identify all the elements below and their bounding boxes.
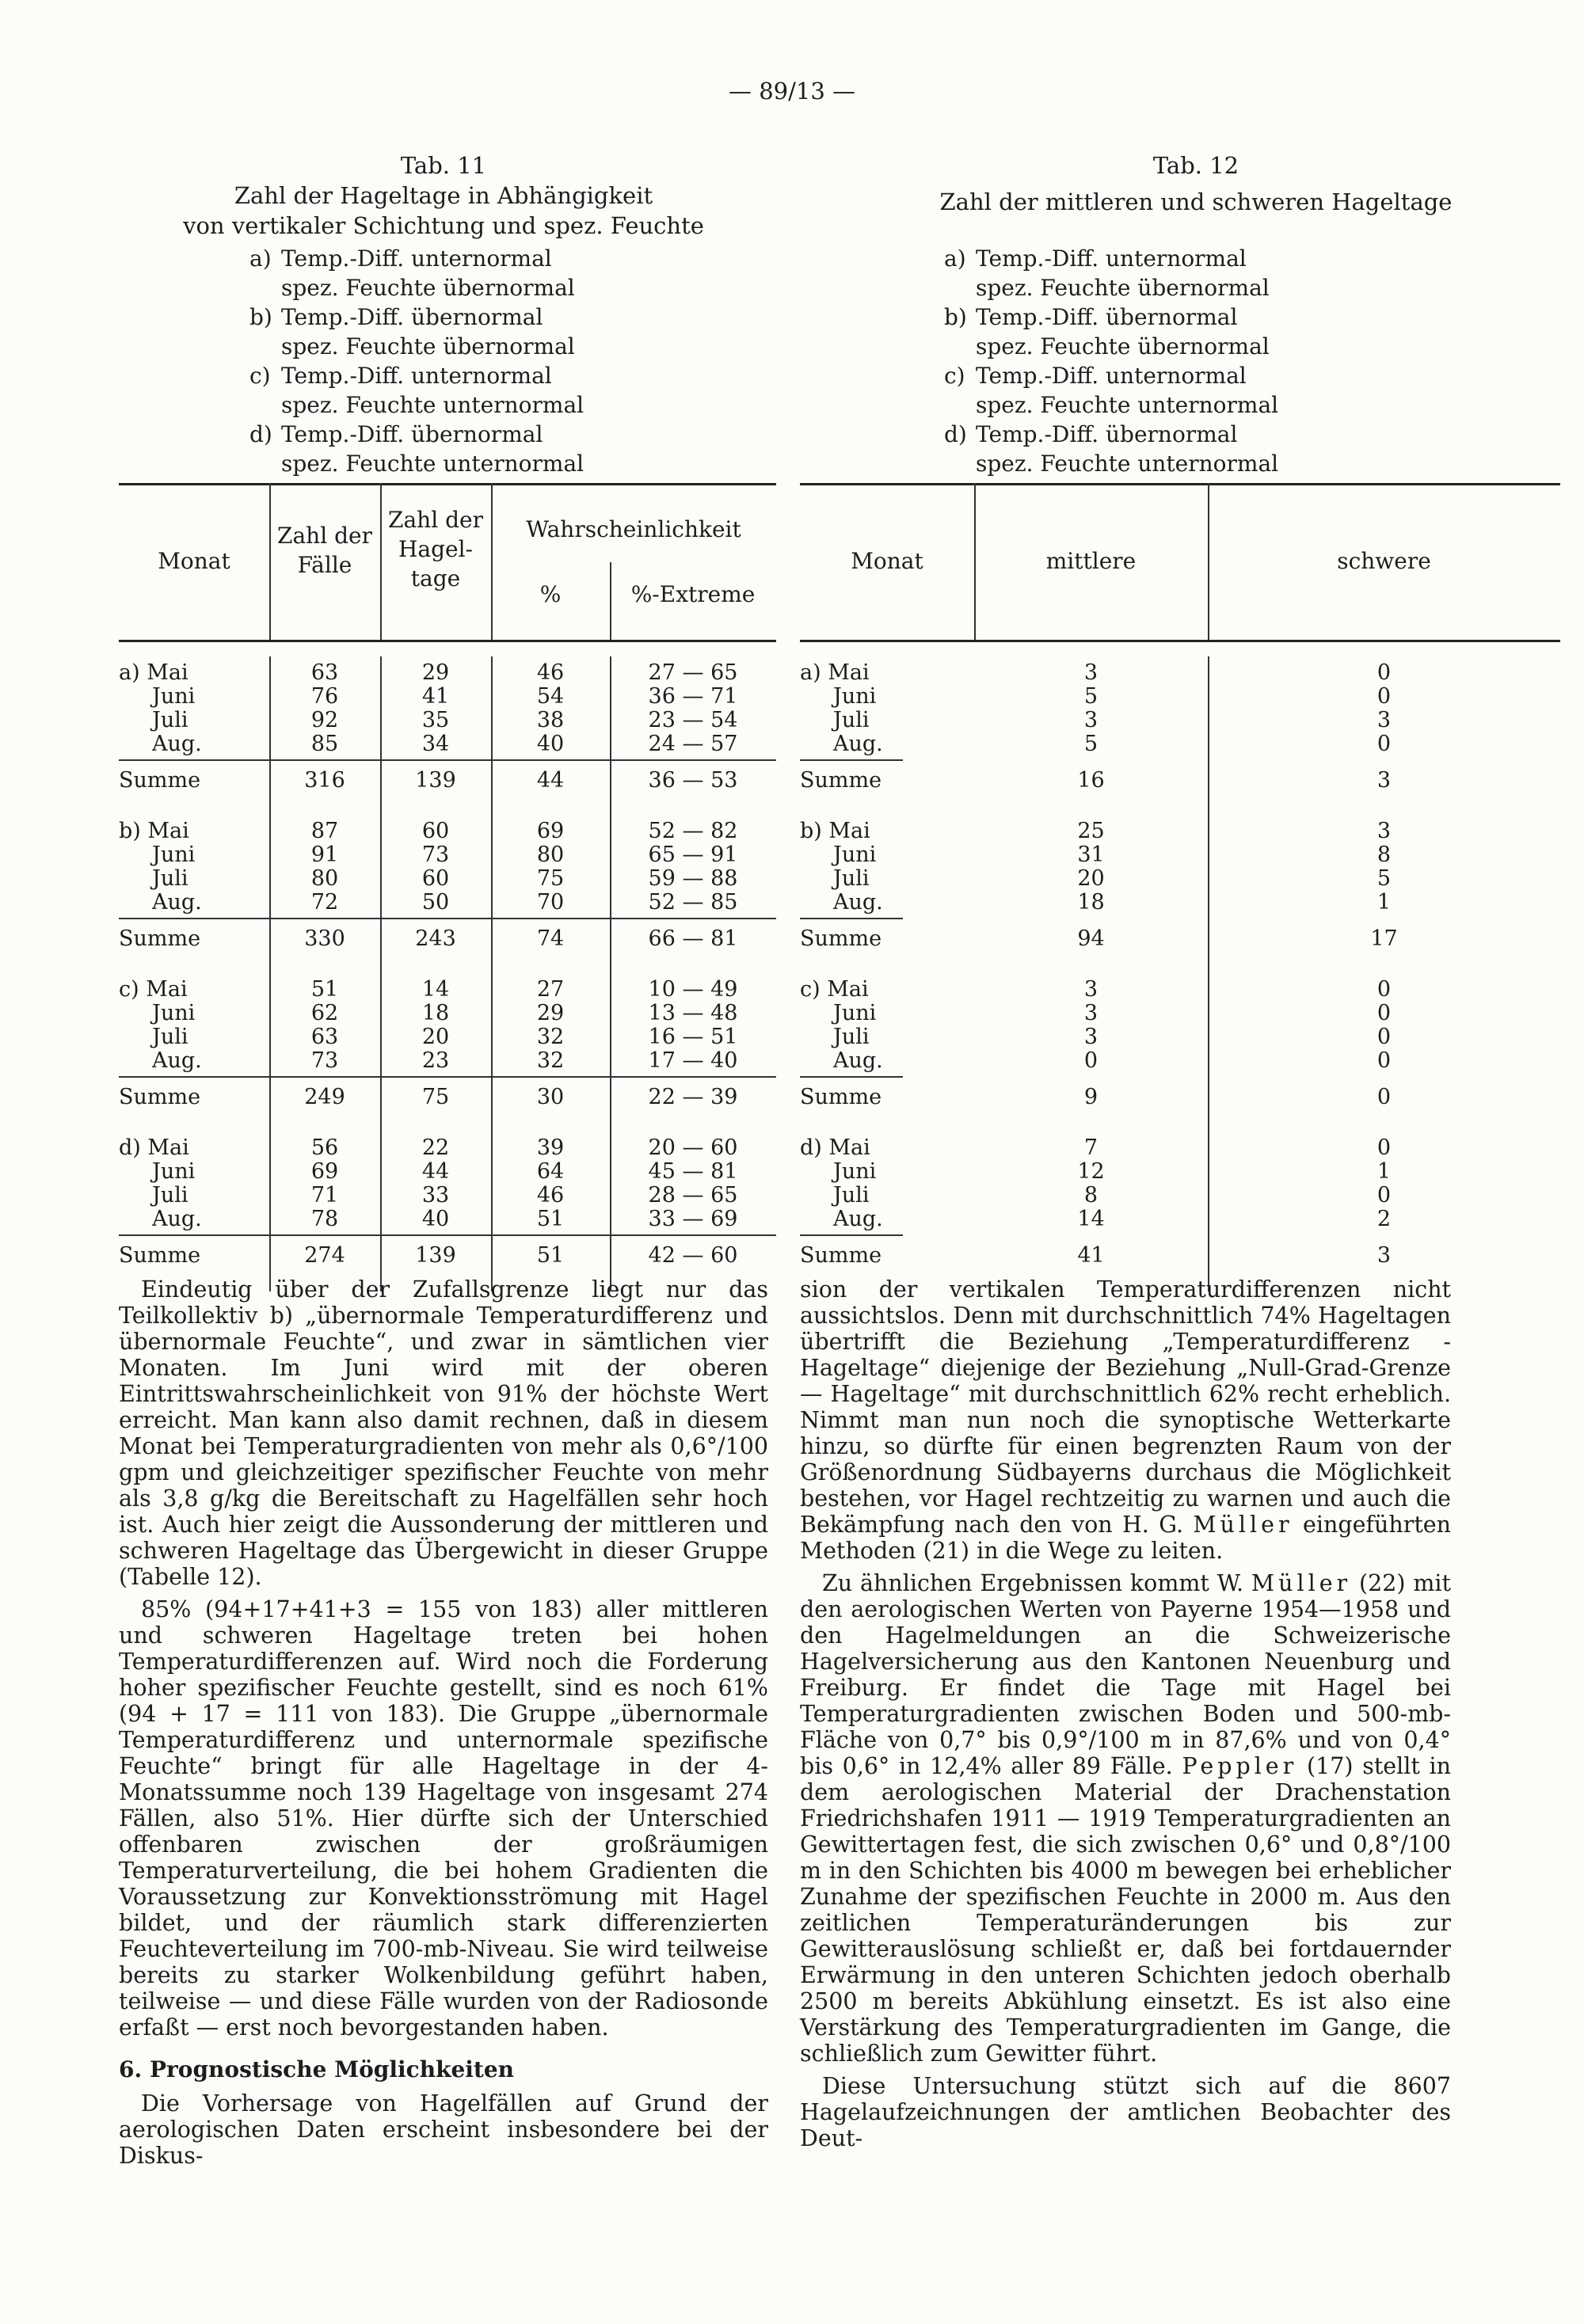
- table-cell: 13 — 48: [648, 1001, 738, 1025]
- table-cell: Juli: [152, 1183, 188, 1208]
- table-rule: [800, 759, 903, 761]
- table-cell: 30: [536, 1085, 565, 1109]
- table-cell: Juli: [152, 866, 188, 891]
- text-column-right: [800, 1276, 1451, 2158]
- tab12-header-schwere: schwere: [1337, 548, 1431, 574]
- table-cell: 7: [1083, 1135, 1099, 1160]
- paragraph: 85% (94+17+41+3 = 155 von 183) aller mittleren und schweren Hageltage treten bei hohen Temperaturdifferenzen auf. Wird noch die Forderung hoher spezifischer Feuchte gestellt, sind es noch 61% (94 + 17 = 111 von 183). Die Gruppe „übernormale Temperaturdifferenz und unternormale spezifische Feuchte“ bringt für alle Hageltage in der 4-Monatssumme noch 139 Hageltage von insgesamt 274 Fällen, also 51%. Hier dürfte sich der Unterschied offenbaren zwischen der großräumigen Temperaturverteilung, die bei hohem Gradienten die Voraussetzung zur Konvektionsströmung mit Hagel bildet, und der räumlich stark differenzierten Feuchteverteilung im 700-mb-Niveau. Sie wird teilweise bereits zu starker Wolkenbildung geführt haben, teilweise — und diese Fälle wurden von der Radiosonde erfaßt — erst noch bevorgestanden haben.: [119, 1596, 768, 2041]
- table-cell: 3: [1083, 1001, 1099, 1025]
- table-cell: 18: [1077, 890, 1105, 915]
- tab12-header-mittlere: mittlere: [1045, 548, 1137, 574]
- table-cell: 3: [1083, 977, 1099, 1002]
- table-cell: 66 — 81: [648, 926, 738, 951]
- table-cell: 45 — 81: [648, 1159, 738, 1184]
- table-cell: 50: [421, 890, 450, 915]
- table-cell: 29: [536, 1001, 565, 1025]
- table-cell: Summe: [119, 1243, 201, 1268]
- table-cell: Aug.: [152, 890, 202, 915]
- legend-key: a): [944, 245, 966, 272]
- table-cell: 24 — 57: [648, 732, 738, 756]
- legend-entry: [249, 361, 584, 420]
- table-cell: 20 — 60: [648, 1135, 738, 1160]
- paragraph: Eindeutig über der Zufallsgrenze liegt nur das Teilkollektiv b) „übernormale Temperaturdifferenz und übernormale Feuchte“, und zwar in sämtlichen vier Monaten. Im Juni wird mit der oberen Eintrittswahrscheinlichkeit von 91% der höchste Wert erreicht. Man kann also damit rechnen, daß in diesem Monat bei Temperaturgradienten von mehr als 0,6°/100 gpm und gleichzeitiger spezifischer Feuchte von mehr als 3,8 g/kg die Bereitschaft zu Hagelfällen sehr hoch ist. Auch hier zeigt die Aussonderung der mittleren und schweren Hageltage das Übergewicht in dieser Gruppe (Tabelle 12).: [119, 1276, 768, 1590]
- legend-line1: Temp.-Diff. unternormal: [976, 363, 1247, 389]
- table-cell: 31: [1077, 842, 1105, 867]
- table-cell: 274: [304, 1243, 345, 1268]
- legend-line1: Temp.-Diff. übernormal: [281, 304, 543, 330]
- table-cell: 23 — 54: [648, 708, 738, 732]
- legend-entry: [944, 244, 1278, 302]
- page-number: — 89/13 —: [728, 78, 855, 105]
- table-cell: Juni: [833, 684, 877, 709]
- table-cell: Summe: [800, 1085, 882, 1109]
- table-cell: b) Mai: [119, 819, 189, 843]
- text-run: (17) stellt in dem aerologischen Material der Drachenstation Friedrichshafen 1911 — 1919 Temperaturgradienten an Gewittertagen fest, die sich zwischen 0,6° und 0,8°/100 m in den Schichten bis 4000 m bewegen bei erheblicher Zunahme der spezifischen Feuchte in 2000 m. Aus den zeitlichen Temperaturänderungen bis zur Gewitterauslösung schließt er, daß bei fortdauernder Erwärmung in den unteren Schichten jedoch oberhalb 2500 m bereits Abkühlung einsetzt. Es ist also eine Verstärkung des Temperaturgradienten im Gange, die schließlich zum Gewitter führt.: [800, 1753, 1451, 2067]
- table-cell: 32: [536, 1048, 565, 1073]
- table-cell: 92: [310, 708, 339, 732]
- legend-line1: Temp.-Diff. unternormal: [976, 245, 1247, 272]
- tab11-title-line1: Zahl der Hageltage in Abhängigkeit: [234, 182, 653, 209]
- table-cell: 5: [1376, 866, 1392, 891]
- table-cell: 249: [304, 1085, 345, 1109]
- tab11-header-wahrscheinlichkeit: Wahrscheinlichkeit: [526, 516, 741, 542]
- tab11-header-faelle: Zahl der Fälle: [277, 523, 372, 578]
- legend-line2: spez. Feuchte übernormal: [281, 275, 575, 301]
- legend-line1: Temp.-Diff. übernormal: [976, 304, 1238, 330]
- tab11-table: [119, 483, 776, 1275]
- table-rule: [119, 918, 776, 919]
- table-cell: 1: [1376, 1159, 1392, 1184]
- table-cell: 0: [1376, 1085, 1392, 1109]
- table-cell: Aug.: [833, 1207, 883, 1231]
- table-cell: 36 — 53: [648, 768, 738, 793]
- table-cell: 316: [304, 768, 345, 793]
- table-cell: 3: [1376, 708, 1392, 732]
- table-cell: 80: [536, 842, 565, 867]
- table-cell: 51: [536, 1207, 565, 1231]
- table-cell: 41: [421, 684, 450, 709]
- tab11-legend: [249, 244, 584, 478]
- author-name: Müller: [1193, 1512, 1293, 1538]
- legend-entry: [944, 420, 1278, 478]
- table-cell: Juli: [833, 1025, 870, 1049]
- table-cell: 14: [421, 977, 450, 1002]
- table-cell: 23: [421, 1048, 450, 1073]
- author-name: Müller: [1251, 1570, 1352, 1596]
- table-rule: [269, 815, 271, 975]
- table-rule: [380, 1132, 382, 1291]
- table-cell: Juni: [833, 1159, 877, 1184]
- table-cell: 39: [536, 1135, 565, 1160]
- tab12-header-monat: Monat: [851, 548, 923, 574]
- legend-line2: spez. Feuchte unternormal: [976, 451, 1279, 477]
- legend-line1: Temp.-Diff. übernormal: [976, 421, 1238, 447]
- tab11-header-hageltage: Zahl der Hagel- tage: [388, 507, 483, 591]
- legend-key: c): [249, 363, 271, 389]
- table-cell: 22 — 39: [648, 1085, 738, 1109]
- table-cell: 243: [415, 926, 456, 951]
- legend-key: b): [249, 304, 272, 330]
- table-cell: Aug.: [833, 1048, 883, 1073]
- table-cell: 33 — 69: [648, 1207, 738, 1231]
- table-cell: 12: [1077, 1159, 1105, 1184]
- table-cell: 51: [536, 1243, 565, 1268]
- table-cell: Summe: [119, 1085, 201, 1109]
- table-cell: Aug.: [833, 890, 883, 915]
- table-rule: [800, 1234, 903, 1236]
- table-rule: [380, 973, 382, 1133]
- table-cell: Summe: [800, 1243, 882, 1268]
- tab11-header-pct: %: [539, 581, 562, 607]
- table-cell: 33: [421, 1183, 450, 1208]
- table-cell: 5: [1083, 684, 1099, 709]
- table-cell: 2: [1376, 1207, 1392, 1231]
- legend-key: a): [249, 245, 272, 272]
- table-cell: 20: [421, 1025, 450, 1049]
- table-cell: 8: [1083, 1183, 1099, 1208]
- table-cell: Summe: [800, 768, 882, 793]
- table-cell: 36 — 71: [648, 684, 738, 709]
- table-cell: 80: [310, 866, 339, 891]
- table-cell: 87: [310, 819, 339, 843]
- table-cell: Aug.: [833, 732, 883, 756]
- paragraph: Die Vorhersage von Hagelfällen auf Grund der aerologischen Daten erscheint insbesondere bei der Diskus-: [119, 2090, 768, 2169]
- table-cell: Juli: [833, 866, 870, 891]
- table-cell: 5: [1083, 732, 1099, 756]
- table-cell: 14: [1077, 1207, 1105, 1231]
- table-cell: 3: [1376, 1243, 1392, 1268]
- table-cell: 56: [310, 1135, 339, 1160]
- paragraph: [800, 1276, 1451, 1564]
- table-cell: 18: [421, 1001, 450, 1025]
- legend-line1: Temp.-Diff. übernormal: [281, 421, 543, 447]
- legend-line2: spez. Feuchte unternormal: [281, 451, 584, 477]
- table-cell: Aug.: [152, 1048, 202, 1073]
- table-cell: 78: [310, 1207, 339, 1231]
- table-cell: Juni: [152, 842, 196, 867]
- table-rule: [119, 1234, 776, 1236]
- paragraph: Diese Untersuchung stützt sich auf die 8607 Hagelaufzeichnungen der amtlichen Beobachter des Deut-: [800, 2073, 1451, 2151]
- legend-entry: [944, 361, 1278, 420]
- table-cell: 59 — 88: [648, 866, 738, 891]
- table-cell: 10 — 49: [648, 977, 738, 1002]
- table-cell: d) Mai: [119, 1135, 189, 1160]
- table-rule: [269, 1132, 271, 1291]
- table-cell: 64: [536, 1159, 565, 1184]
- table-cell: 54: [536, 684, 565, 709]
- table-cell: c) Mai: [119, 977, 188, 1002]
- table-cell: d) Mai: [800, 1135, 870, 1160]
- table-cell: 52 — 85: [648, 890, 738, 915]
- table-cell: 25: [1077, 819, 1105, 843]
- table-cell: 73: [310, 1048, 339, 1073]
- table-cell: 16 — 51: [648, 1025, 738, 1049]
- table-cell: 44: [421, 1159, 450, 1184]
- legend-line2: spez. Feuchte übernormal: [281, 333, 575, 359]
- table-cell: 63: [310, 1025, 339, 1049]
- table-rule: [800, 918, 903, 919]
- table-cell: Summe: [119, 926, 201, 951]
- table-cell: 35: [421, 708, 450, 732]
- legend-entry: [944, 302, 1278, 361]
- tab12-caption: [832, 150, 1560, 217]
- table-cell: Juni: [833, 1001, 877, 1025]
- table-cell: 38: [536, 708, 565, 732]
- legend-line2: spez. Feuchte übernormal: [976, 275, 1270, 301]
- table-cell: b) Mai: [800, 819, 870, 843]
- table-cell: Aug.: [152, 1207, 202, 1231]
- table-cell: 42 — 60: [648, 1243, 738, 1268]
- tab12-label: Tab. 12: [1152, 152, 1239, 179]
- table-cell: Juni: [152, 1001, 196, 1025]
- text-run: eingeführten Methoden (21) in die Wege zu leiten.: [800, 1512, 1451, 1564]
- table-rule: [119, 1076, 776, 1078]
- table-cell: 0: [1376, 684, 1392, 709]
- tab11-label: Tab. 11: [400, 152, 487, 179]
- table-cell: 0: [1083, 1048, 1099, 1073]
- table-cell: 0: [1376, 660, 1392, 685]
- table-cell: Summe: [119, 768, 201, 793]
- table-cell: 70: [536, 890, 565, 915]
- table-cell: Juni: [152, 684, 196, 709]
- table-cell: 20: [1077, 866, 1105, 891]
- table-cell: 60: [421, 819, 450, 843]
- legend-line1: Temp.-Diff. unternormal: [281, 363, 552, 389]
- legend-key: c): [944, 363, 965, 389]
- table-cell: 40: [421, 1207, 450, 1231]
- tab11-caption: [150, 150, 737, 241]
- table-rule: [380, 656, 382, 816]
- table-cell: 52 — 82: [648, 819, 738, 843]
- table-cell: 34: [421, 732, 450, 756]
- table-cell: 71: [310, 1183, 339, 1208]
- table-rule: [800, 1076, 903, 1078]
- table-cell: 76: [310, 684, 339, 709]
- table-cell: 74: [536, 926, 565, 951]
- table-cell: 27 — 65: [648, 660, 738, 685]
- legend-entry: [249, 420, 584, 478]
- legend-key: d): [249, 421, 272, 447]
- text-run: Zu ähnlichen Ergebnissen kommt W.: [822, 1570, 1244, 1596]
- table-cell: 72: [310, 890, 339, 915]
- legend-entry: [249, 244, 584, 302]
- table-cell: 3: [1376, 819, 1392, 843]
- table-cell: 32: [536, 1025, 565, 1049]
- table-cell: 0: [1376, 1001, 1392, 1025]
- table-cell: 85: [310, 732, 339, 756]
- table-cell: 40: [536, 732, 565, 756]
- table-cell: 63: [310, 660, 339, 685]
- tab11-header-extreme: %-Extreme: [630, 581, 756, 607]
- table-cell: Juni: [152, 1159, 196, 1184]
- table-cell: 8: [1376, 842, 1392, 867]
- tab11-header-monat: Monat: [158, 548, 230, 574]
- table-cell: 0: [1376, 977, 1392, 1002]
- table-cell: 0: [1376, 1135, 1392, 1160]
- legend-entry: [249, 302, 584, 361]
- author-name: Peppler: [1182, 1753, 1298, 1779]
- table-cell: Juli: [833, 708, 870, 732]
- table-cell: 46: [536, 1183, 565, 1208]
- table-cell: 75: [536, 866, 565, 891]
- tab12-table: [800, 483, 1560, 1275]
- table-cell: 28 — 65: [648, 1183, 738, 1208]
- table-cell: 69: [310, 1159, 339, 1184]
- table-cell: 29: [421, 660, 450, 685]
- legend-key: b): [944, 304, 967, 330]
- table-cell: 3: [1376, 768, 1392, 793]
- table-cell: 17: [1370, 926, 1398, 951]
- tab11-title-line2: von vertikaler Schichtung und spez. Feuchte: [183, 212, 704, 239]
- table-cell: 9: [1083, 1085, 1099, 1109]
- table-cell: c) Mai: [800, 977, 869, 1002]
- table-rule: [269, 656, 271, 816]
- table-cell: a) Mai: [800, 660, 870, 685]
- table-cell: 0: [1376, 732, 1392, 756]
- table-rule: [269, 973, 271, 1133]
- legend-line2: spez. Feuchte unternormal: [281, 392, 584, 418]
- legend-line1: Temp.-Diff. unternormal: [281, 245, 552, 272]
- table-cell: 330: [304, 926, 345, 951]
- table-cell: 51: [310, 977, 339, 1002]
- table-cell: Summe: [800, 926, 882, 951]
- table-cell: 22: [421, 1135, 450, 1160]
- table-cell: 3: [1083, 660, 1099, 685]
- text-column-left: [119, 1276, 768, 2175]
- table-cell: 75: [421, 1085, 450, 1109]
- table-cell: 17 — 40: [648, 1048, 738, 1073]
- table-cell: Juli: [833, 1183, 870, 1208]
- table-cell: Juli: [152, 1025, 188, 1049]
- table-cell: 65 — 91: [648, 842, 738, 867]
- tab12-title-line1: Zahl der mittleren und schweren Hageltage: [939, 188, 1453, 215]
- table-cell: 139: [415, 1243, 456, 1268]
- table-rule: [119, 759, 776, 761]
- tab12-legend: [944, 244, 1278, 478]
- table-cell: 46: [536, 660, 565, 685]
- table-cell: 0: [1376, 1048, 1392, 1073]
- text-run: (22) mit den aerologischen Werten von Payerne 1954—1958 und den Hagelmeldungen an die Schweizerische Hagelversicherung aus den Kantonen Neuenburg und Freiburg. Er findet die Tage mit Hagel bei Temperaturgradienten zwischen Boden und 500-mb-Fläche von 0,7° bis 0,9°/100 m in 87,6% und von 0,4° bis 0,6° in 12,4% aller 89 Fälle.: [800, 1570, 1451, 1779]
- paragraph: [800, 1570, 1451, 2067]
- table-cell: 27: [536, 977, 565, 1002]
- table-cell: 62: [310, 1001, 339, 1025]
- table-cell: 0: [1376, 1183, 1392, 1208]
- text-run: sion der vertikalen Temperaturdifferenzen nicht aussichtslos. Denn mit durchschnittlich 74% Hageltagen übertrifft die Beziehung „Temperaturdifferenz - Hageltage“ diejenige der Beziehung „Null-Grad-Grenze — Hageltage“ mit durchschnittlich 62% recht erheblich. Nimmt man nun noch die synoptische Wetterkarte hinzu, so dürfte für einen begrenzten Raum von der Größenordnung Südbayerns durchaus die Möglichkeit bestehen, vor Hagel rechtzeitig zu warnen und auch die Bekämpfung nach den von H. G.: [800, 1276, 1451, 1538]
- table-cell: 3: [1083, 708, 1099, 732]
- table-cell: 0: [1376, 1025, 1392, 1049]
- legend-line2: spez. Feuchte übernormal: [976, 333, 1270, 359]
- table-cell: 44: [536, 768, 565, 793]
- table-cell: 94: [1077, 926, 1105, 951]
- legend-line2: spez. Feuchte unternormal: [976, 392, 1279, 418]
- table-cell: 91: [310, 842, 339, 867]
- table-cell: a) Mai: [119, 660, 188, 685]
- table-cell: 41: [1077, 1243, 1105, 1268]
- section-heading: 6. Prognostische Möglichkeiten: [119, 2056, 515, 2082]
- table-rule: [380, 815, 382, 975]
- table-cell: 73: [421, 842, 450, 867]
- table-cell: 60: [421, 866, 450, 891]
- legend-key: d): [944, 421, 967, 447]
- table-cell: 139: [415, 768, 456, 793]
- table-cell: 3: [1083, 1025, 1099, 1049]
- table-cell: 1: [1376, 890, 1392, 915]
- table-cell: Juli: [152, 708, 188, 732]
- table-cell: 16: [1077, 768, 1105, 793]
- table-cell: Aug.: [152, 732, 202, 756]
- table-cell: Juni: [833, 842, 877, 867]
- table-cell: 69: [536, 819, 565, 843]
